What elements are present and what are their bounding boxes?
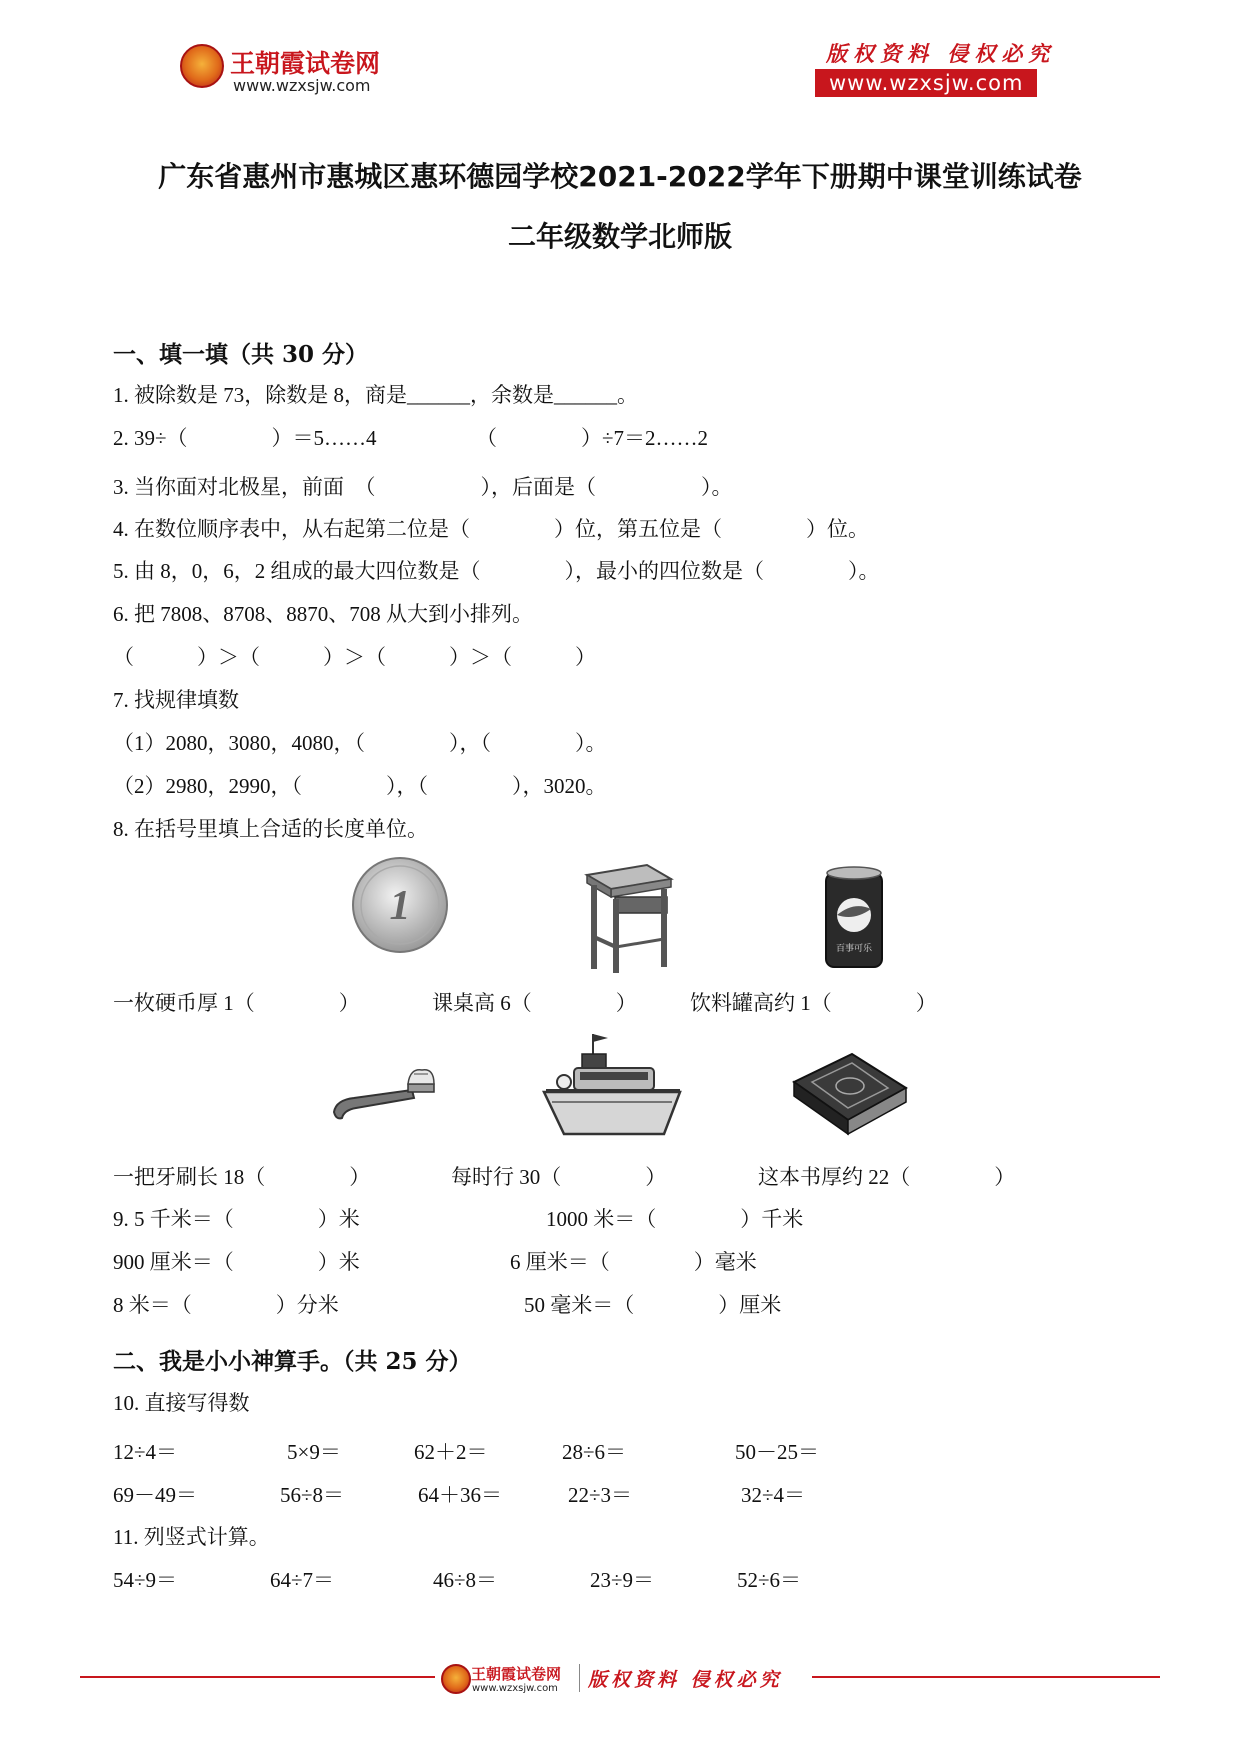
question-10: 10. 直接写得数	[113, 1391, 250, 1415]
section2-heading: 二、我是小小神算手。（共 25 分）	[113, 1348, 472, 1375]
ship-image	[540, 1030, 685, 1140]
question-3: 3. 当你面对北极星，前面 （ ），后面是（ ）。	[113, 475, 733, 499]
question-5: 5. 由 8，0，6，2 组成的最大四位数是（ ），最小的四位数是（ ）。	[113, 559, 880, 583]
question-4: 4. 在数位顺序表中，从右起第二位是（ ）位，第五位是（ ）位。	[113, 517, 869, 541]
footer-slogan: 版权资料 侵权必究	[588, 1669, 783, 1691]
site-url-banner: www.wzxsjw.com	[815, 69, 1037, 97]
brand-name: 王朝霞试卷网	[230, 49, 381, 78]
item-toothbrush: 一把牙刷长 18（ ）	[113, 1165, 371, 1189]
item-coin: 一枚硬币厚 1（ ）	[113, 991, 360, 1015]
question-6: 6. 把 7808、8708、8870、708 从大到小排列。	[113, 602, 533, 626]
can-label: 百事可乐	[835, 944, 873, 954]
brand-logo-icon	[180, 44, 224, 88]
calc-item: 32÷4＝	[741, 1483, 806, 1507]
question-8: 8. 在括号里填上合适的长度单位。	[113, 817, 428, 841]
calc-item: 62＋2＝	[414, 1440, 488, 1464]
calc-item: 69－49＝	[113, 1483, 197, 1507]
question-7-2: （2）2980，2990，（ ），（ ），3020。	[113, 774, 607, 798]
soda-can-image	[822, 865, 886, 971]
question-7: 7. 找规律填数	[113, 688, 239, 712]
question-11: 11. 列竖式计算。	[113, 1525, 270, 1549]
question-9-2b: 6 厘米＝（ ）毫米	[510, 1250, 757, 1274]
footer-brand-url: www.wzxsjw.com	[472, 1683, 558, 1694]
footer-logo-icon	[441, 1664, 471, 1694]
item-ship: 每时行 30（ ）	[451, 1165, 667, 1189]
question-6-blanks: （ ）＞（ ）＞（ ）＞（ ）	[113, 645, 596, 669]
calc-item: 12÷4＝	[113, 1440, 178, 1464]
question-2b: （ ）÷7＝2……2	[476, 426, 709, 450]
question-7-1: （1）2080，3080，4080，（ ），（ ）。	[113, 731, 607, 755]
question-9-3b: 50 毫米＝（ ）厘米	[524, 1293, 782, 1317]
copyright-slogan: 版权资料 侵权必究	[826, 41, 1056, 66]
question-9-1b: 1000 米＝（ ）千米	[546, 1207, 804, 1231]
question-9-2a: 900 厘米＝（ ）米	[113, 1250, 360, 1274]
coin-image	[350, 855, 450, 955]
calc-item: 23÷9＝	[590, 1568, 655, 1592]
question-9-1a: 9. 5 千米＝（ ）米	[113, 1207, 360, 1231]
calc-item: 56÷8＝	[280, 1483, 345, 1507]
page-title: 广东省惠州市惠城区惠环德园学校2021-2022学年下册期中课堂训练试卷	[158, 160, 1082, 193]
item-desk: 课桌高 6（ ）	[432, 991, 637, 1015]
calc-item: 54÷9＝	[113, 1568, 178, 1592]
footer-brand-name: 王朝霞试卷网	[471, 1665, 562, 1683]
question-2a: 2. 39÷（ ）＝5……4	[113, 426, 377, 450]
coin-number: 1	[389, 883, 411, 929]
calc-item: 50－25＝	[735, 1440, 819, 1464]
footer-divider	[579, 1664, 580, 1692]
page-subtitle: 二年级数学北师版	[507, 220, 732, 253]
calc-item: 52÷6＝	[737, 1568, 802, 1592]
section1-heading: 一、填一填（共 30 分）	[113, 341, 369, 368]
item-can: 饮料罐高约 1（ ）	[690, 991, 937, 1015]
calc-item: 22÷3＝	[568, 1483, 633, 1507]
calc-item: 64＋36＝	[418, 1483, 502, 1507]
footer-rule-left	[80, 1676, 435, 1678]
book-image	[790, 1050, 910, 1140]
question-9-3a: 8 米＝（ ）分米	[113, 1293, 339, 1317]
calc-item: 64÷7＝	[270, 1568, 335, 1592]
brand-url: www.wzxsjw.com	[233, 76, 371, 95]
question-1: 1. 被除数是 73，除数是 8，商是______，余数是______。	[113, 383, 638, 407]
calc-item: 28÷6＝	[562, 1440, 627, 1464]
school-desk-image	[575, 857, 675, 977]
calc-item: 5×9＝	[287, 1440, 341, 1464]
toothbrush-image	[328, 1060, 440, 1128]
footer-rule-right	[812, 1676, 1160, 1678]
item-book: 这本书厚约 22（ ）	[758, 1165, 1016, 1189]
calc-item: 46÷8＝	[433, 1568, 498, 1592]
